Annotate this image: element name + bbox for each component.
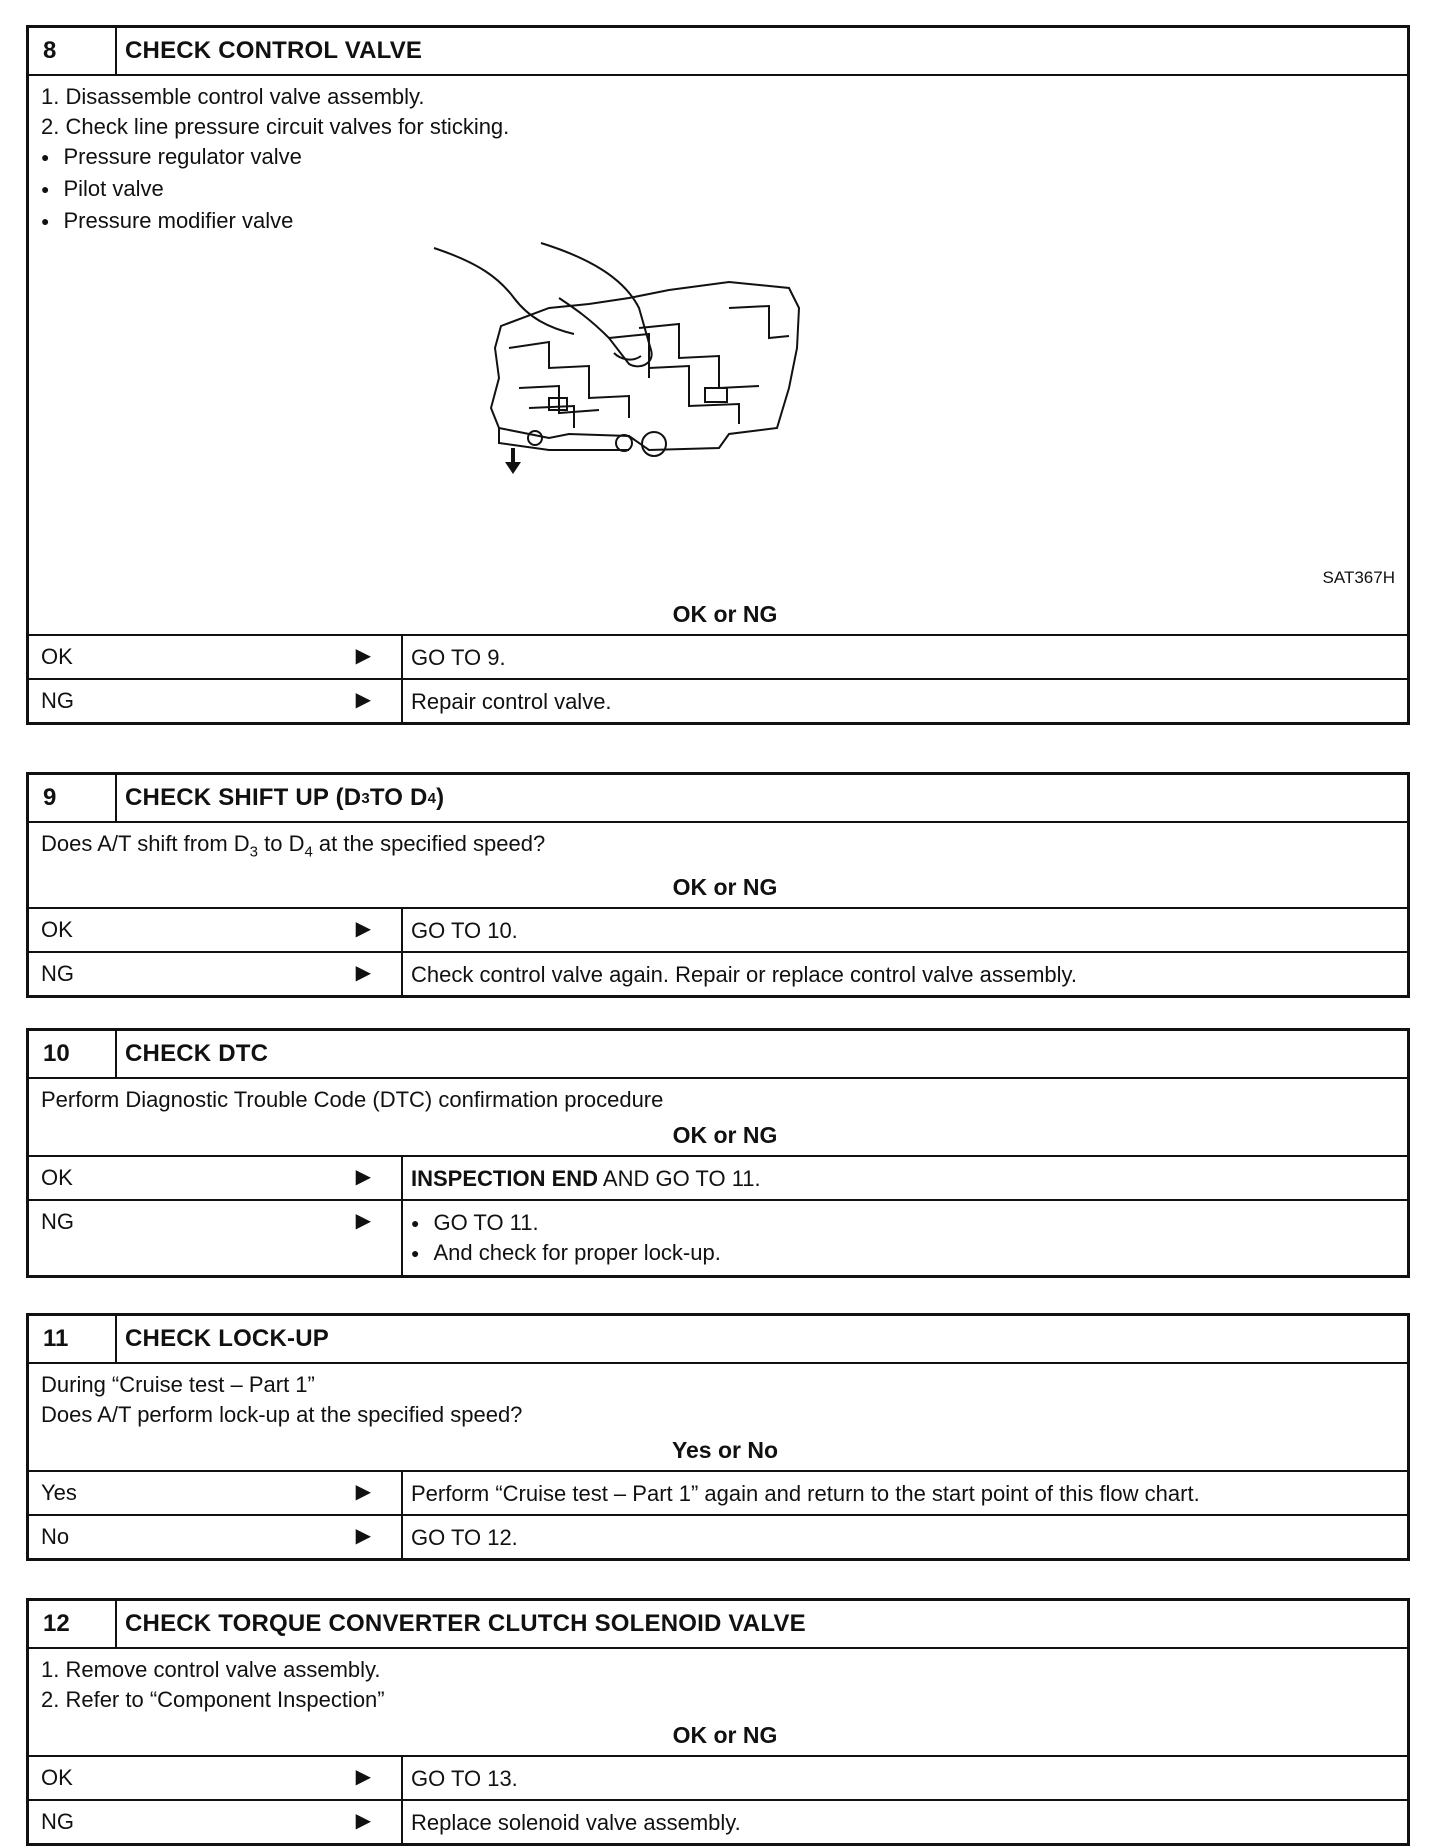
decision-label: OK or NG: [672, 1122, 778, 1148]
result-action: GO TO 9.: [411, 645, 506, 670]
step-header: [29, 1031, 1407, 1079]
step-header: [29, 1601, 1407, 1649]
play-arrow-icon: ▶: [355, 918, 371, 941]
instruction-line: Does A/T perform lock-up at the specified speed?: [41, 1402, 523, 1427]
step-8: [26, 25, 1410, 725]
step-header: [29, 1316, 1407, 1364]
result-label: OK: [41, 1165, 73, 1190]
result-label: OK: [41, 1765, 73, 1790]
question-text: Does A/T shift from $D_3$ to $D_4$ at the specified speed?: [41, 831, 546, 861]
step-instructions: [29, 1364, 1407, 1430]
bullet-item: ● Pilot valve: [41, 174, 1395, 206]
step-number: 12: [29, 1601, 117, 1647]
decision-label: Yes or No: [671, 1437, 779, 1463]
instruction-line: 2. Check line pressure circuit valves for sticking.: [41, 114, 510, 139]
play-arrow-icon: ▶: [355, 1210, 371, 1232]
step-number: 11: [29, 1316, 117, 1362]
control-valve-drawing: [29, 238, 1407, 594]
result-action: Perform “Cruise test – Part 1” again and return to the start point of this flow chart.: [411, 1481, 1200, 1506]
play-arrow-icon: ▶: [355, 962, 371, 985]
result-action: GO TO 10.: [411, 918, 518, 944]
result-action: GO TO 12.: [411, 1525, 518, 1550]
step-12: [26, 1598, 1410, 1846]
step-title: CHECK DTC: [125, 1040, 269, 1067]
result-action: INSPECTION END AND GO TO 11.: [411, 1166, 761, 1191]
play-arrow-icon: ▶: [355, 1766, 371, 1788]
step-10: [26, 1028, 1410, 1278]
result-action: Repair control valve.: [411, 689, 612, 714]
result-label: OK: [41, 917, 73, 943]
result-label: NG: [41, 688, 74, 713]
result-row-ok: [29, 907, 1407, 951]
result-row-ok: [29, 1155, 1407, 1199]
result-row-ok: [29, 634, 1407, 678]
step-instructions: [29, 1079, 1407, 1115]
step-number: 9: [29, 775, 117, 821]
instruction-line: 2. Refer to “Component Inspection”: [41, 1687, 385, 1712]
result-row-ng: [29, 1799, 1407, 1843]
play-arrow-icon: ▶: [355, 1810, 371, 1832]
step-11: [26, 1313, 1410, 1561]
step-title: CHECK CONTROL VALVE: [125, 37, 423, 64]
step-title: CHECK SHIFT UP (D 3 TO D 4 ): [125, 784, 445, 811]
result-label: No: [41, 1524, 70, 1549]
result-label: NG: [41, 1209, 74, 1234]
decision-label: OK or NG: [672, 1722, 778, 1748]
play-arrow-icon: ▶: [355, 1481, 371, 1503]
result-action: Check control valve again. Repair or replace control valve assembly.: [411, 962, 1078, 988]
play-arrow-icon: ▶: [355, 645, 371, 667]
result-row-ok: [29, 1755, 1407, 1799]
result-label: NG: [41, 1809, 74, 1834]
result-row-yes: [29, 1470, 1407, 1514]
step-number: 8: [29, 28, 117, 74]
instruction-line: 1. Remove control valve assembly.: [41, 1657, 381, 1682]
result-action: Replace solenoid valve assembly.: [411, 1810, 741, 1835]
step-instructions: [29, 1649, 1407, 1715]
bullet-item: ● Pressure modifier valve: [41, 206, 1395, 238]
result-label: Yes: [41, 1480, 77, 1505]
play-arrow-icon: ▶: [355, 1525, 371, 1547]
decision-label: OK or NG: [672, 874, 778, 901]
step-9: [26, 772, 1410, 998]
bullet-item: ● GO TO 11.: [411, 1209, 721, 1239]
result-row-ng: [29, 678, 1407, 722]
bullet-item: ● And check for proper lock-up.: [411, 1239, 721, 1269]
step-title: CHECK LOCK-UP: [125, 1325, 329, 1352]
instruction-line: During “Cruise test – Part 1”: [41, 1372, 315, 1397]
result-label: NG: [41, 961, 74, 987]
step-instructions: [29, 823, 1407, 867]
result-row-ng: [29, 951, 1407, 995]
control-valve-illustration: [29, 238, 1407, 594]
step-title: CHECK TORQUE CONVERTER CLUTCH SOLENOID VALVE: [125, 1610, 806, 1637]
bullet-item: ● Pressure regulator valve: [41, 142, 1395, 174]
step-instructions: [29, 76, 1407, 238]
step-number: 10: [29, 1031, 117, 1077]
figure-caption: SAT367H: [1322, 568, 1395, 587]
result-label: OK: [41, 644, 73, 669]
play-arrow-icon: ▶: [355, 1166, 371, 1188]
instruction-line: 1. Disassemble control valve assembly.: [41, 84, 425, 109]
instruction-line: Perform Diagnostic Trouble Code (DTC) confirmation procedure: [41, 1087, 664, 1112]
result-action: [403, 1201, 729, 1275]
result-row-ng: [29, 1199, 1407, 1275]
result-action: GO TO 13.: [411, 1766, 518, 1791]
result-row-no: [29, 1514, 1407, 1558]
play-arrow-icon: ▶: [355, 689, 371, 711]
step-header: [29, 775, 1407, 823]
step-header: [29, 28, 1407, 76]
decision-label: OK or NG: [672, 601, 778, 627]
